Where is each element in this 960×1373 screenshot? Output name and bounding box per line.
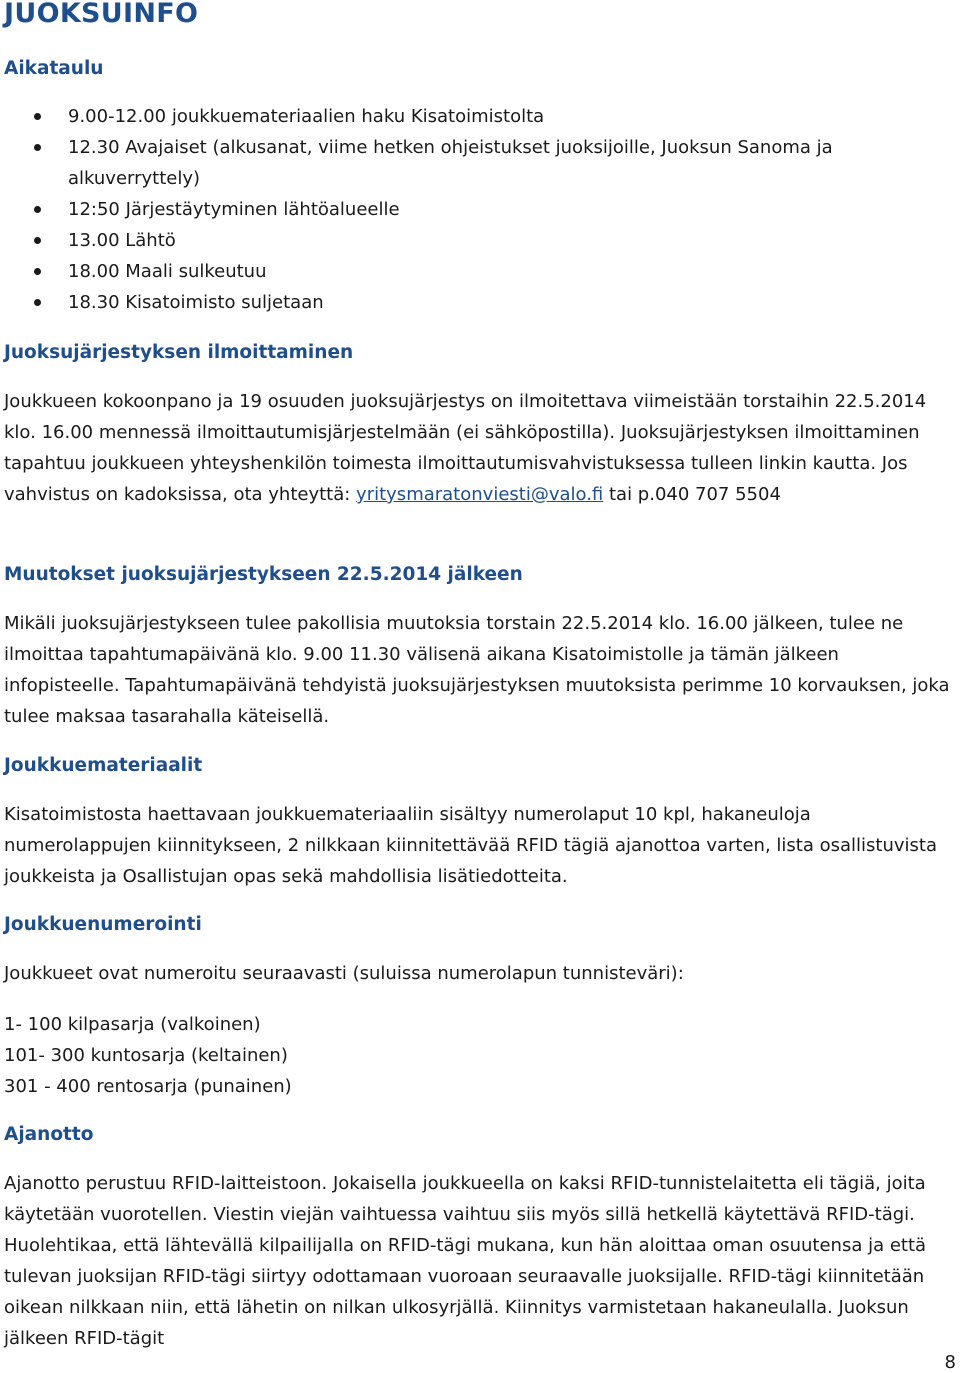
heading-changes: Muutokset juoksujärjestykseen 22.5.2014 jälkeen bbox=[4, 564, 523, 585]
bullet-icon bbox=[34, 206, 41, 213]
schedule-item: 18.30 Kisatoimisto suljetaan bbox=[0, 287, 950, 318]
heading-registration: Juoksujärjestyksen ilmoittaminen bbox=[4, 342, 354, 363]
bullet-icon bbox=[34, 237, 41, 244]
page-number: 8 bbox=[944, 1352, 956, 1373]
bullet-icon bbox=[34, 144, 41, 151]
bullet-icon bbox=[34, 113, 41, 120]
numbering-line: 301 - 400 rentosarja (punainen) bbox=[4, 1076, 292, 1097]
numbering-intro: Joukkueet ovat numeroitu seuraavasti (suluissa numerolapun tunnisteväri): bbox=[4, 963, 684, 984]
bullet-icon bbox=[34, 268, 41, 275]
schedule-item: 12.30 Avajaiset (alkusanat, viime hetken ohjeistukset juoksijoille, Juoksun Sanoma ja alkuverryttely) bbox=[0, 132, 950, 194]
timing-text: Ajanotto perustuu RFID-laitteistoon. Jokaisella joukkueella on kaksi RFID-tunnistelaitetta eli tägiä, joita käytetään vuorotellen. Viestin viejän vaihtuessa vaihtuu siis myös sillä hetkellä käytettävä RFID-tägi. Huolehtikaa, että lähtevällä kilpailijalla on RFID-tägi mukana, kun hän aloittaa oman osuutensa ja että tulevan juoksijan RFID-tägi siirtyy odottamaan vuoroaan seuraavalle juoksijalle. RFID-tägi kiinnitetään oikean nilkkaan niin, että lähetin on nilkan ulkosyrjällä. Kiinnitys varmistetaan hakaneulalla. Juoksun jälkeen RFID-tägit bbox=[4, 1173, 927, 1349]
schedule-item: 13.00 Lähtö bbox=[0, 225, 950, 256]
schedule-item: 12:50 Järjestäytyminen lähtöalueelle bbox=[0, 194, 950, 225]
heading-timing: Ajanotto bbox=[4, 1124, 94, 1145]
heading-numbering: Joukkuenumerointi bbox=[4, 914, 202, 935]
numbering-line: 1- 100 kilpasarja (valkoinen) bbox=[4, 1014, 261, 1035]
page-title: JUOKSUINFO bbox=[4, 0, 199, 29]
schedule-item: 9.00-12.00 joukkuemateriaalien haku Kisatoimistolta bbox=[0, 101, 950, 132]
changes-text: Mikäli juoksujärjestykseen tulee pakollisia muutoksia torstain 22.5.2014 klo. 16.00 jälkeen, tulee ne ilmoittaa tapahtumapäivänä klo. 9.00 11.30 välisenä aikana Kisatoimistolle ja tämän jälkeen infopisteelle. Tapahtumapäivänä tehdyistä juoksujärjestyksen muutoksista perimme 10 korvauksen, joka tulee maksaa tasarahalla käteisellä. bbox=[4, 613, 950, 727]
registration-text: Joukkueen kokoonpano ja 19 osuuden juoksujärjestys on ilmoitettava viimeistään torstaihin 22.5.2014 klo. 16.00 mennessä ilmoittautumisjärjestelmään (ei sähköpostilla). Juoksujärjestyksen ilmoittaminen tapahtuu joukkueen yhteyshenkilön toimesta ilmoittautumisvahvistuksessa tulleen linkin kautta. Jos vahvistus on kadoksissa, ota yhteyttä: yritysmaratonviesti@valo.fi tai p.040 707 5504 bbox=[4, 391, 927, 505]
schedule-item: 18.00 Maali sulkeutuu bbox=[0, 256, 950, 287]
schedule-list bbox=[0, 101, 950, 318]
heading-schedule: Aikataulu bbox=[4, 58, 104, 79]
email-link[interactable]: yritysmaratonviesti@valo.fi bbox=[356, 484, 604, 505]
heading-materials: Joukkuemateriaalit bbox=[4, 755, 203, 776]
bullet-icon bbox=[34, 299, 41, 306]
numbering-line: 101- 300 kuntosarja (keltainen) bbox=[4, 1045, 288, 1066]
materials-text: Kisatoimistosta haettavaan joukkuemateriaaliin sisältyy numerolaput 10 kpl, hakaneuloja numerolappujen kiinnitykseen, 2 nilkkaan kiinnitettävää RFID tägiä ajanottoa varten, lista osallistuvista joukkeista ja Osallistujan opas sekä mahdollisia lisätiedotteita. bbox=[4, 804, 937, 887]
